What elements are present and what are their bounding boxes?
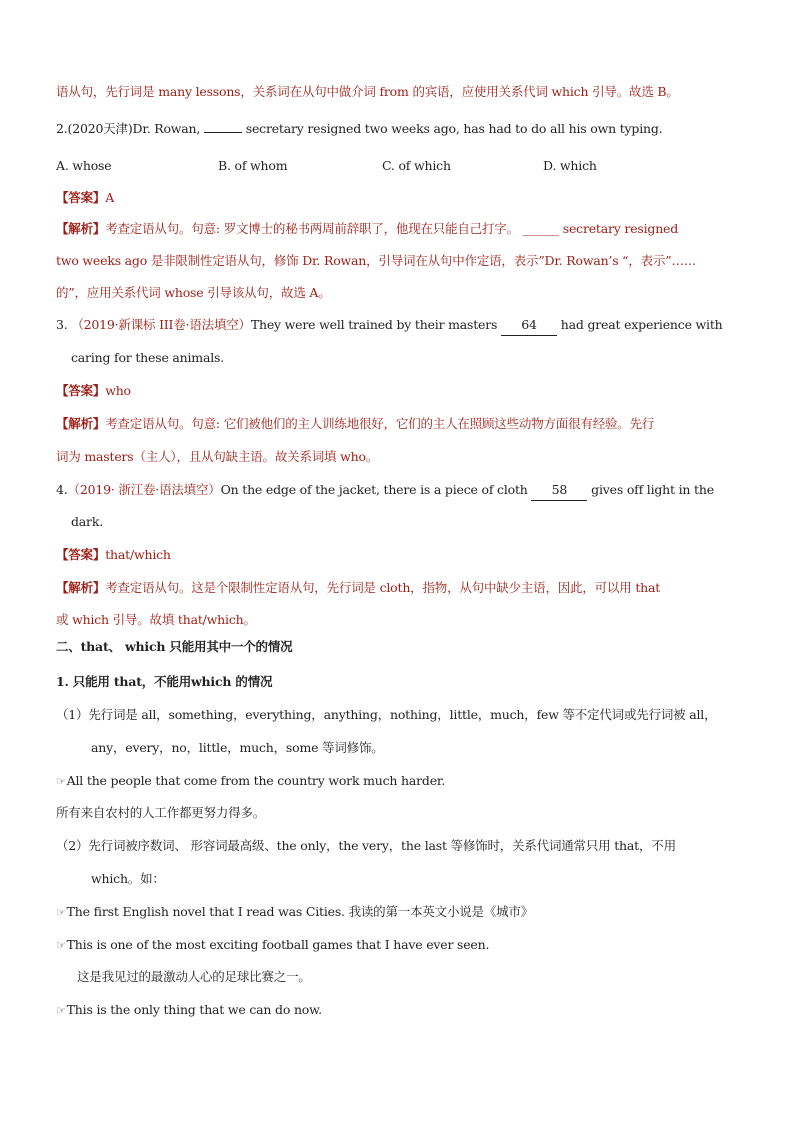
rule-1-line-1: （1）先行词是 all，something，everything，anything，nothing，little，much，few 等不定代词或先行词被 all， [56, 707, 717, 722]
question-3-answer: 【答案】who [56, 383, 131, 398]
answer-blank: 58 [531, 480, 587, 501]
example-4: ☞This is the only thing that we can do now. [56, 1002, 322, 1017]
question-3-stem: 3. （2019·新课标 III卷·语法填空）They were well trained by their masters 64 had great experience with [56, 315, 744, 336]
question-4-stem: 4.（2019· 浙江卷·语法填空）On the edge of the jacket, there is a piece of cloth 58 gives off light in the [56, 480, 744, 501]
question-2-analysis: 【解析】考查定语从句。句意: 罗文博士的秘书两周前辞职了，他现在只能自己打字。 ______ secretary resigned [56, 221, 679, 236]
continued-analysis: 语从句，先行词是 many lessons，关系词在从句中做介词 from 的宾语，应使用关系代词 which 引导。故选 B。 [56, 84, 679, 99]
question-3-stem-line-2: caring for these animals. [71, 350, 225, 365]
option-c: C. of which [382, 158, 451, 173]
subsection-1-title: 1. 只能用 that，不能用which 的情况 [56, 674, 273, 689]
question-4-analysis-line-2: 或 which 引导。故填 that/which。 [56, 612, 256, 627]
question-2-analysis-line-3: 的”，应用关系代词 whose 引导该从句，故选 A。 [56, 285, 331, 300]
question-4-analysis: 【解析】考查定语从句。这是个限制性定语从句，先行词是 cloth，指物，从句中缺少主语，因此，可以用 that [56, 580, 661, 595]
example-2: ☞The first English novel that I read was Cities. 我读的第一本英文小说是《城市》 [56, 904, 534, 919]
question-4-stem-line-2: dark. [71, 514, 103, 529]
option-b: B. of whom [218, 158, 288, 173]
example-3: ☞This is one of the most exciting football games that I have ever seen. [56, 937, 490, 952]
answer-blank [204, 132, 242, 133]
section-2-title: 二、that、 which 只能用其中一个的情况 [56, 639, 293, 654]
rule-2-line-1: （2）先行词被序数词、 形容词最高级、the only，the very，the last 等修饰时，关系代词通常只用 that，不用 [56, 838, 676, 853]
example-1: ☞All the people that come from the country work much harder. [56, 773, 446, 788]
hand-pointing-icon: ☞ [56, 775, 66, 788]
question-3-analysis: 【解析】考查定语从句。句意: 它们被他们的主人训练地很好，它们的主人在照顾这些动物方面很有经验。先行 [56, 416, 655, 431]
hand-pointing-icon: ☞ [56, 906, 66, 919]
hand-pointing-icon: ☞ [56, 939, 66, 952]
question-2-stem: 2.(2020天津)Dr. Rowan, secretary resigned two weeks ago, has had to do all his own typing. [56, 121, 663, 136]
example-1-translation: 所有来自农村的人工作都更努力得多。 [56, 805, 266, 820]
question-2-answer: 【答案】A [56, 190, 115, 205]
hand-pointing-icon: ☞ [56, 1004, 66, 1017]
question-4-answer: 【答案】that/which [56, 547, 171, 562]
rule-1-line-2: any，every，no，little，much，some 等词修饰。 [91, 740, 384, 755]
option-a: A. whose [56, 158, 112, 173]
option-d: D. which [543, 158, 597, 173]
example-3-translation: 这是我见过的最激动人心的足球比赛之一。 [77, 969, 311, 984]
answer-blank: 64 [501, 315, 557, 336]
rule-2-line-2: which。如： [91, 871, 165, 886]
question-2-analysis-line-2: two weeks ago 是非限制性定语从句，修饰 Dr. Rowan，引导词在从句中作定语，表示”Dr. Rowan’s “，表示”…… [56, 253, 697, 268]
question-3-analysis-line-2: 词为 masters（主人），且从句缺主语。故关系词填 who。 [56, 449, 379, 464]
